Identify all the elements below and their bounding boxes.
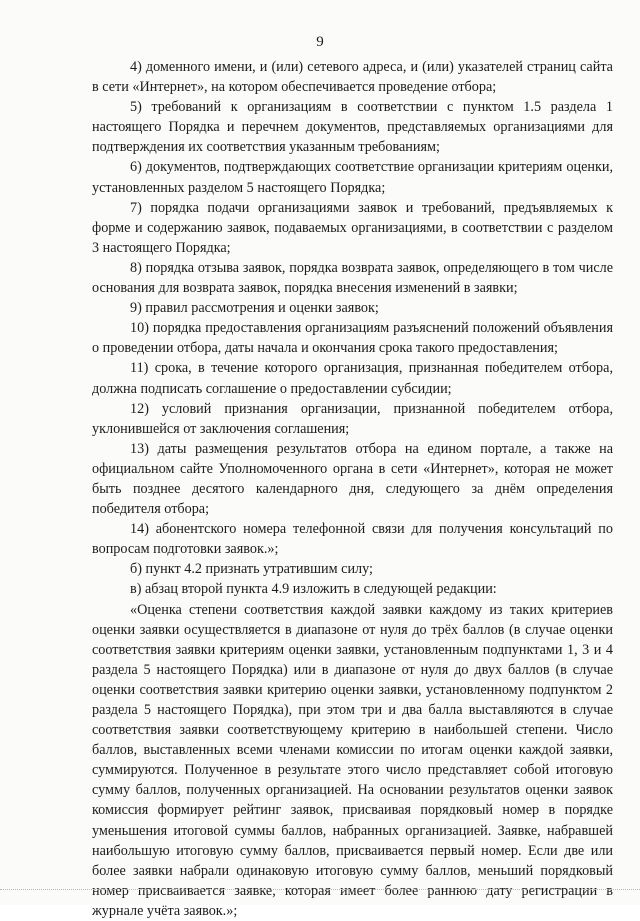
paragraph-item-10: 10) порядка предоставления организациям разъяснений положений объявления о проведении отбора, даты начала и окончания срока такого предоставления;: [92, 320, 613, 357]
paragraph-item-13: 13) даты размещения результатов отбора на едином портале, а также на официальном сайте Уполномоченного органа в сети «Интернет», которая не может быть позднее десятого календарного дня, следующего за днём определения победителя отбора;: [92, 440, 613, 518]
paragraph-item-11: 11) срока, в течение которого организация, признанная победителем отбора, должна подписать соглашение о предоставлении субсидии;: [92, 360, 613, 397]
document-body: [92, 57, 613, 921]
paragraph-item-6: 6) документов, подтверждающих соответствие организации критериям оценки, установленных разделом 5 настоящего Порядка;: [92, 159, 613, 196]
paragraph-quoted-text: «Оценка степени соответствия каждой заявки каждому из таких критериев оценки заявки осуществляется в диапазоне от нуля до трёх баллов (в случае оценки соответствия заявки критериям оценки заявки, установленным подпунктами 1, 3 и 4 раздела 5 настоящего Порядка) или в диапазоне от нуля до двух баллов (в случае оценки соответствия заявки критерию оценки заявки, установленному подпунктом 2 раздела 5 настоящего Порядка), при этом три и два балла выставляются в случае соответствия заявки соответствующему критерию в наибольшей степени. Число баллов, выставленных всеми членами комиссии по итогам оценки каждой заявки, суммируются. Полученное в результате этого число представляет собой итоговую сумму баллов, полученных организацией. На основании результатов оценки заявок комиссия формирует рейтинг заявок, присваивая порядковый номер в порядке уменьшения итоговой суммы баллов, набранных организацией. Заявке, набравшей наибольшую итоговую сумму баллов, присваивается первый номер. Если две или более заявки набрали одинаковую итоговую сумму баллов, меньший порядковый номер присваивается заявке, которая имеет более раннюю дату регистрации в журнале учёта заявок.»;: [92, 601, 613, 919]
page-number: 9: [316, 34, 324, 50]
paragraph-subitem-v: в) абзац второй пункта 4.9 изложить в следующей редакции:: [130, 581, 497, 598]
paragraph-item-9: 9) правил рассмотрения и оценки заявок;: [130, 300, 379, 317]
paragraph-item-12: 12) условий признания организации, признанной победителем отбора, уклонившейся от заключения соглашения;: [92, 400, 613, 437]
paragraph-item-4: 4) доменного имени, и (или) сетевого адреса, и (или) указателей страниц сайта в сети «Интернет», на котором обеспечивается проведение отбора;: [92, 59, 613, 96]
paragraph-item-14: 14) абонентского номера телефонной связи для получения консультаций по вопросам подготовки заявок.»;: [92, 521, 613, 558]
paragraph-item-5: 5) требований к организациям в соответствии с пунктом 1.5 раздела 1 настоящего Порядка и перечнем документов, представляемых организациями для подтверждения их соответствия указанным требованиям;: [92, 99, 613, 156]
paragraph-item-8: 8) порядка отзыва заявок, порядка возврата заявок, определяющего в том числе основания для возврата заявок, порядка внесения изменений в заявки;: [92, 259, 613, 297]
paragraph-item-7: 7) порядка подачи организациями заявок и требований, предъявляемых к форме и содержанию заявок, подаваемых организациями, в соответствии с разделом 3 настоящего Порядка;: [92, 199, 613, 256]
scan-edge-divider: [0, 889, 640, 890]
paragraph-subitem-b: б) пункт 4.2 признать утратившим силу;: [130, 561, 373, 578]
